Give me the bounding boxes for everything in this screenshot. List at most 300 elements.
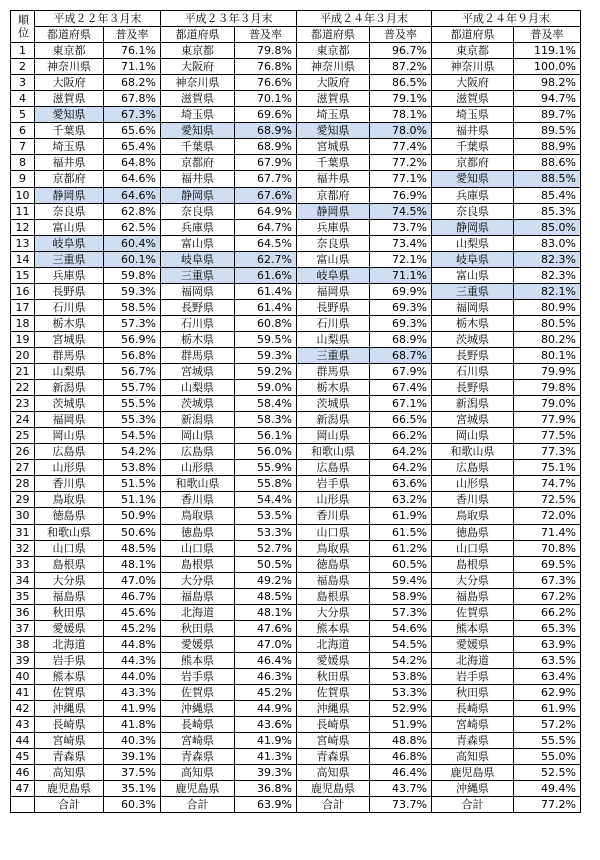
prefecture-cell: 福岡県 xyxy=(35,412,104,428)
prefecture-cell: 愛知県 xyxy=(432,171,514,187)
rank-cell: 12 xyxy=(11,219,35,235)
rank-cell: 10 xyxy=(11,187,35,203)
rate-cell: 69.3% xyxy=(370,315,432,331)
total-rate: 73.7% xyxy=(370,797,432,813)
rate-cell: 67.2% xyxy=(514,588,581,604)
rate-cell: 64.7% xyxy=(235,219,297,235)
rate-cell: 119.1% xyxy=(514,43,581,59)
rate-cell: 68.9% xyxy=(370,331,432,347)
rate-cell: 51.1% xyxy=(104,492,161,508)
prefecture-cell: 岩手県 xyxy=(432,668,514,684)
rate-cell: 69.5% xyxy=(514,556,581,572)
rate-cell: 66.5% xyxy=(370,412,432,428)
rate-cell: 69.9% xyxy=(370,283,432,299)
prefecture-cell: 富山県 xyxy=(432,267,514,283)
rank-cell: 39 xyxy=(11,652,35,668)
rate-cell: 61.6% xyxy=(235,267,297,283)
table-row xyxy=(11,444,581,460)
rate-cell: 80.1% xyxy=(514,347,581,363)
rate-header: 普及率 xyxy=(370,27,432,43)
rate-cell: 71.1% xyxy=(370,267,432,283)
rate-cell: 74.5% xyxy=(370,203,432,219)
rate-cell: 47.0% xyxy=(104,572,161,588)
prefecture-cell: 和歌山県 xyxy=(161,476,235,492)
rate-cell: 67.3% xyxy=(514,572,581,588)
rate-cell: 64.9% xyxy=(235,203,297,219)
table-row xyxy=(11,717,581,733)
prefecture-cell: 北海道 xyxy=(161,604,235,620)
rate-cell: 63.9% xyxy=(514,636,581,652)
rate-cell: 53.5% xyxy=(235,508,297,524)
rate-cell: 70.1% xyxy=(235,91,297,107)
prefecture-cell: 奈良県 xyxy=(35,203,104,219)
rank-header: 順位 xyxy=(11,11,35,43)
prefecture-cell: 青森県 xyxy=(297,749,370,765)
rank-cell: 37 xyxy=(11,620,35,636)
rate-cell: 64.6% xyxy=(104,187,161,203)
prefecture-cell: 沖縄県 xyxy=(35,701,104,717)
table-row xyxy=(11,524,581,540)
prefecture-cell: 新潟県 xyxy=(161,412,235,428)
table-body xyxy=(11,11,581,813)
table-row xyxy=(11,572,581,588)
prefecture-cell: 静岡県 xyxy=(432,219,514,235)
prefecture-cell: 岡山県 xyxy=(161,428,235,444)
table-row xyxy=(11,733,581,749)
rate-cell: 78.0% xyxy=(370,123,432,139)
prefecture-cell: 千葉県 xyxy=(161,139,235,155)
rank-cell: 36 xyxy=(11,604,35,620)
prefecture-cell: 山形県 xyxy=(432,476,514,492)
rate-cell: 68.2% xyxy=(104,75,161,91)
prefecture-cell: 長野県 xyxy=(35,283,104,299)
rank-cell: 5 xyxy=(11,107,35,123)
rate-cell: 77.2% xyxy=(370,155,432,171)
rank-cell: 7 xyxy=(11,139,35,155)
table-row xyxy=(11,59,581,75)
rate-cell: 41.3% xyxy=(235,749,297,765)
prefecture-cell: 静岡県 xyxy=(297,203,370,219)
rate-cell: 72.1% xyxy=(370,251,432,267)
prefecture-cell: 香川県 xyxy=(432,492,514,508)
rate-cell: 53.8% xyxy=(104,460,161,476)
rate-cell: 55.0% xyxy=(514,749,581,765)
prefecture-cell: 鳥取県 xyxy=(297,540,370,556)
prefecture-cell: 三重県 xyxy=(35,251,104,267)
prefecture-cell: 長崎県 xyxy=(35,717,104,733)
table-row xyxy=(11,460,581,476)
rate-cell: 49.4% xyxy=(514,781,581,797)
rate-cell: 62.8% xyxy=(104,203,161,219)
prefecture-cell: 福島県 xyxy=(35,588,104,604)
period-header: 平成２４年３月末 xyxy=(297,11,432,27)
prefecture-cell: 東京都 xyxy=(161,43,235,59)
rate-cell: 100.0% xyxy=(514,59,581,75)
table-row xyxy=(11,588,581,604)
table-row xyxy=(11,476,581,492)
rate-cell: 87.2% xyxy=(370,59,432,75)
rank-cell: 29 xyxy=(11,492,35,508)
rate-cell: 58.5% xyxy=(104,299,161,315)
rate-cell: 36.8% xyxy=(235,781,297,797)
rate-cell: 64.2% xyxy=(370,460,432,476)
prefecture-cell: 佐賀県 xyxy=(297,684,370,700)
prefecture-cell: 兵庫県 xyxy=(35,267,104,283)
prefecture-cell: 福島県 xyxy=(161,588,235,604)
prefecture-cell: 香川県 xyxy=(297,508,370,524)
rate-cell: 89.7% xyxy=(514,107,581,123)
prefecture-cell: 岡山県 xyxy=(432,428,514,444)
table-row xyxy=(11,781,581,797)
table-row xyxy=(11,765,581,781)
rank-cell: 23 xyxy=(11,396,35,412)
rate-cell: 48.5% xyxy=(104,540,161,556)
rank-cell: 19 xyxy=(11,331,35,347)
rate-cell: 73.7% xyxy=(370,219,432,235)
rate-cell: 44.8% xyxy=(104,636,161,652)
prefecture-cell: 富山県 xyxy=(35,219,104,235)
table-row xyxy=(11,412,581,428)
rate-cell: 58.3% xyxy=(235,412,297,428)
prefecture-cell: 宮城県 xyxy=(432,412,514,428)
rate-cell: 46.3% xyxy=(235,668,297,684)
prefecture-cell: 愛媛県 xyxy=(161,636,235,652)
prefecture-cell: 愛媛県 xyxy=(297,652,370,668)
prefecture-cell: 福井県 xyxy=(432,123,514,139)
table-row xyxy=(11,139,581,155)
prefecture-cell: 熊本県 xyxy=(297,620,370,636)
rate-cell: 52.9% xyxy=(370,701,432,717)
prefecture-header: 都道府県 xyxy=(432,27,514,43)
prefecture-cell: 神奈川県 xyxy=(432,59,514,75)
rate-cell: 94.7% xyxy=(514,91,581,107)
prefecture-cell: 鳥取県 xyxy=(35,492,104,508)
rate-cell: 70.8% xyxy=(514,540,581,556)
total-rate: 63.9% xyxy=(235,797,297,813)
table-row xyxy=(11,492,581,508)
rank-cell: 20 xyxy=(11,347,35,363)
prefecture-cell: 北海道 xyxy=(432,652,514,668)
ranking-table xyxy=(10,10,581,813)
rate-cell: 61.5% xyxy=(370,524,432,540)
total-label: 合計 xyxy=(35,797,104,813)
prefecture-cell: 福島県 xyxy=(432,588,514,604)
prefecture-cell: 新潟県 xyxy=(35,380,104,396)
rank-cell: 6 xyxy=(11,123,35,139)
prefecture-cell: 鳥取県 xyxy=(161,508,235,524)
table-row xyxy=(11,107,581,123)
rate-cell: 79.8% xyxy=(514,380,581,396)
rank-cell: 16 xyxy=(11,283,35,299)
rate-cell: 64.6% xyxy=(104,171,161,187)
prefecture-cell: 大阪府 xyxy=(161,59,235,75)
rate-cell: 82.1% xyxy=(514,283,581,299)
rate-cell: 56.0% xyxy=(235,444,297,460)
prefecture-cell: 群馬県 xyxy=(35,347,104,363)
prefecture-cell: 山口県 xyxy=(297,524,370,540)
prefecture-cell: 三重県 xyxy=(297,347,370,363)
prefecture-cell: 徳島県 xyxy=(161,524,235,540)
rank-cell: 1 xyxy=(11,43,35,59)
rate-cell: 46.8% xyxy=(370,749,432,765)
table-row xyxy=(11,331,581,347)
rate-cell: 67.9% xyxy=(235,155,297,171)
prefecture-cell: 東京都 xyxy=(432,43,514,59)
prefecture-cell: 広島県 xyxy=(161,444,235,460)
prefecture-cell: 神奈川県 xyxy=(161,75,235,91)
rate-cell: 75.1% xyxy=(514,460,581,476)
rate-cell: 58.9% xyxy=(370,588,432,604)
rate-cell: 47.6% xyxy=(235,620,297,636)
table-row xyxy=(11,123,581,139)
rate-cell: 76.8% xyxy=(235,59,297,75)
rate-cell: 52.7% xyxy=(235,540,297,556)
total-row xyxy=(11,797,581,813)
rank-cell: 26 xyxy=(11,444,35,460)
prefecture-cell: 滋賀県 xyxy=(161,91,235,107)
rank-cell: 11 xyxy=(11,203,35,219)
rate-cell: 35.1% xyxy=(104,781,161,797)
rate-cell: 61.9% xyxy=(514,701,581,717)
prefecture-cell: 宮城県 xyxy=(161,364,235,380)
rate-header: 普及率 xyxy=(235,27,297,43)
prefecture-cell: 大阪府 xyxy=(297,75,370,91)
prefecture-cell: 茨城県 xyxy=(35,396,104,412)
rank-cell: 24 xyxy=(11,412,35,428)
prefecture-cell: 千葉県 xyxy=(297,155,370,171)
rate-cell: 80.5% xyxy=(514,315,581,331)
rank-cell: 17 xyxy=(11,299,35,315)
rank-cell: 2 xyxy=(11,59,35,75)
prefecture-cell: 宮城県 xyxy=(297,139,370,155)
rate-cell: 61.4% xyxy=(235,283,297,299)
rate-cell: 68.9% xyxy=(235,139,297,155)
total-rank-cell xyxy=(11,797,35,813)
prefecture-cell: 愛媛県 xyxy=(432,636,514,652)
prefecture-cell: 長崎県 xyxy=(161,717,235,733)
rate-cell: 41.8% xyxy=(104,717,161,733)
prefecture-cell: 東京都 xyxy=(297,43,370,59)
prefecture-cell: 愛知県 xyxy=(161,123,235,139)
rate-cell: 43.7% xyxy=(370,781,432,797)
table-row xyxy=(11,428,581,444)
rate-cell: 67.1% xyxy=(370,396,432,412)
period-header: 平成２２年３月末 xyxy=(35,11,161,27)
table-row xyxy=(11,620,581,636)
prefecture-cell: 高知県 xyxy=(35,765,104,781)
total-rate: 60.3% xyxy=(104,797,161,813)
prefecture-cell: 埼玉県 xyxy=(432,107,514,123)
prefecture-cell: 徳島県 xyxy=(297,556,370,572)
prefecture-cell: 長崎県 xyxy=(432,701,514,717)
rate-cell: 55.9% xyxy=(235,460,297,476)
rate-cell: 89.5% xyxy=(514,123,581,139)
rank-cell: 30 xyxy=(11,508,35,524)
rate-cell: 44.3% xyxy=(104,652,161,668)
rate-cell: 76.9% xyxy=(370,187,432,203)
rate-cell: 57.3% xyxy=(104,315,161,331)
prefecture-cell: 石川県 xyxy=(432,364,514,380)
rate-cell: 55.5% xyxy=(104,396,161,412)
rate-cell: 56.1% xyxy=(235,428,297,444)
rate-cell: 77.5% xyxy=(514,428,581,444)
rate-cell: 88.5% xyxy=(514,171,581,187)
rank-cell: 25 xyxy=(11,428,35,444)
rate-cell: 88.9% xyxy=(514,139,581,155)
rate-cell: 41.9% xyxy=(104,701,161,717)
prefecture-cell: 熊本県 xyxy=(161,652,235,668)
rate-cell: 60.4% xyxy=(104,235,161,251)
prefecture-cell: 北海道 xyxy=(297,636,370,652)
prefecture-cell: 京都府 xyxy=(432,155,514,171)
prefecture-cell: 愛知県 xyxy=(297,123,370,139)
rate-cell: 55.3% xyxy=(104,412,161,428)
rate-cell: 82.3% xyxy=(514,267,581,283)
rate-cell: 67.6% xyxy=(235,187,297,203)
table-row xyxy=(11,652,581,668)
rate-cell: 68.7% xyxy=(370,347,432,363)
rank-cell: 14 xyxy=(11,251,35,267)
prefecture-cell: 和歌山県 xyxy=(297,444,370,460)
prefecture-cell: 香川県 xyxy=(161,492,235,508)
prefecture-cell: 栃木県 xyxy=(161,331,235,347)
rate-cell: 79.1% xyxy=(370,91,432,107)
rate-cell: 59.4% xyxy=(370,572,432,588)
rate-cell: 61.4% xyxy=(235,299,297,315)
prefecture-cell: 奈良県 xyxy=(161,203,235,219)
rate-cell: 54.2% xyxy=(370,652,432,668)
rate-cell: 51.5% xyxy=(104,476,161,492)
rate-cell: 46.7% xyxy=(104,588,161,604)
rate-cell: 80.9% xyxy=(514,299,581,315)
rate-cell: 98.2% xyxy=(514,75,581,91)
rate-cell: 79.8% xyxy=(235,43,297,59)
prefecture-cell: 千葉県 xyxy=(432,139,514,155)
rate-cell: 61.2% xyxy=(370,540,432,556)
rate-cell: 88.6% xyxy=(514,155,581,171)
rate-cell: 53.3% xyxy=(235,524,297,540)
prefecture-cell: 宮崎県 xyxy=(35,733,104,749)
prefecture-cell: 栃木県 xyxy=(432,315,514,331)
rate-cell: 77.9% xyxy=(514,412,581,428)
rate-header: 普及率 xyxy=(514,27,581,43)
rate-cell: 63.6% xyxy=(370,476,432,492)
prefecture-cell: 島根県 xyxy=(161,556,235,572)
period-header: 平成２４年９月末 xyxy=(432,11,581,27)
prefecture-cell: 佐賀県 xyxy=(161,684,235,700)
prefecture-cell: 茨城県 xyxy=(297,396,370,412)
rank-cell: 43 xyxy=(11,717,35,733)
prefecture-cell: 島根県 xyxy=(35,556,104,572)
rate-cell: 76.6% xyxy=(235,75,297,91)
prefecture-cell: 愛知県 xyxy=(35,107,104,123)
prefecture-cell: 福岡県 xyxy=(432,299,514,315)
rank-cell: 3 xyxy=(11,75,35,91)
rate-cell: 73.4% xyxy=(370,235,432,251)
rate-cell: 64.2% xyxy=(370,444,432,460)
rate-cell: 76.1% xyxy=(104,43,161,59)
rate-cell: 67.3% xyxy=(104,107,161,123)
rate-cell: 52.5% xyxy=(514,765,581,781)
prefecture-cell: 茨城県 xyxy=(432,331,514,347)
prefecture-cell: 山形県 xyxy=(161,460,235,476)
rate-cell: 62.9% xyxy=(514,684,581,700)
rate-cell: 60.5% xyxy=(370,556,432,572)
rate-cell: 54.2% xyxy=(104,444,161,460)
rate-cell: 48.1% xyxy=(104,556,161,572)
rate-cell: 63.5% xyxy=(514,652,581,668)
prefecture-cell: 群馬県 xyxy=(161,347,235,363)
prefecture-cell: 熊本県 xyxy=(35,668,104,684)
rate-cell: 66.2% xyxy=(514,604,581,620)
prefecture-cell: 山口県 xyxy=(161,540,235,556)
prefecture-cell: 高知県 xyxy=(432,749,514,765)
prefecture-cell: 島根県 xyxy=(297,588,370,604)
prefecture-cell: 栃木県 xyxy=(35,315,104,331)
rate-cell: 60.1% xyxy=(104,251,161,267)
prefecture-cell: 栃木県 xyxy=(297,380,370,396)
prefecture-cell: 愛媛県 xyxy=(35,620,104,636)
rank-cell: 41 xyxy=(11,684,35,700)
prefecture-cell: 宮崎県 xyxy=(297,733,370,749)
rank-cell: 22 xyxy=(11,380,35,396)
rate-cell: 58.4% xyxy=(235,396,297,412)
total-label: 合計 xyxy=(432,797,514,813)
rate-cell: 85.0% xyxy=(514,219,581,235)
prefecture-cell: 神奈川県 xyxy=(297,59,370,75)
rate-cell: 47.0% xyxy=(235,636,297,652)
prefecture-cell: 千葉県 xyxy=(35,123,104,139)
table-row xyxy=(11,155,581,171)
table-row xyxy=(11,315,581,331)
rate-cell: 59.3% xyxy=(104,283,161,299)
rate-cell: 67.9% xyxy=(370,364,432,380)
prefecture-cell: 鳥取県 xyxy=(432,508,514,524)
rate-cell: 82.3% xyxy=(514,251,581,267)
rate-cell: 59.0% xyxy=(235,380,297,396)
rate-cell: 57.3% xyxy=(370,604,432,620)
prefecture-cell: 広島県 xyxy=(432,460,514,476)
rate-cell: 61.9% xyxy=(370,508,432,524)
rate-cell: 59.8% xyxy=(104,267,161,283)
rank-cell: 34 xyxy=(11,572,35,588)
rate-cell: 69.6% xyxy=(235,107,297,123)
total-rate: 77.2% xyxy=(514,797,581,813)
prefecture-cell: 青森県 xyxy=(161,749,235,765)
prefecture-cell: 福井県 xyxy=(35,155,104,171)
prefecture-cell: 大分県 xyxy=(432,572,514,588)
rate-cell: 39.1% xyxy=(104,749,161,765)
rank-cell: 33 xyxy=(11,556,35,572)
rank-cell: 13 xyxy=(11,235,35,251)
prefecture-cell: 静岡県 xyxy=(161,187,235,203)
table-row xyxy=(11,749,581,765)
rate-cell: 40.3% xyxy=(104,733,161,749)
prefecture-cell: 鹿児島県 xyxy=(297,781,370,797)
period-header-row xyxy=(11,11,581,27)
prefecture-cell: 和歌山県 xyxy=(432,444,514,460)
rate-cell: 72.0% xyxy=(514,508,581,524)
rank-cell: 15 xyxy=(11,267,35,283)
rate-cell: 46.4% xyxy=(370,765,432,781)
table-row xyxy=(11,251,581,267)
table-row xyxy=(11,604,581,620)
rank-cell: 27 xyxy=(11,460,35,476)
prefecture-cell: 岐阜県 xyxy=(432,251,514,267)
rate-cell: 55.5% xyxy=(514,733,581,749)
prefecture-cell: 青森県 xyxy=(432,733,514,749)
rate-cell: 54.5% xyxy=(370,636,432,652)
